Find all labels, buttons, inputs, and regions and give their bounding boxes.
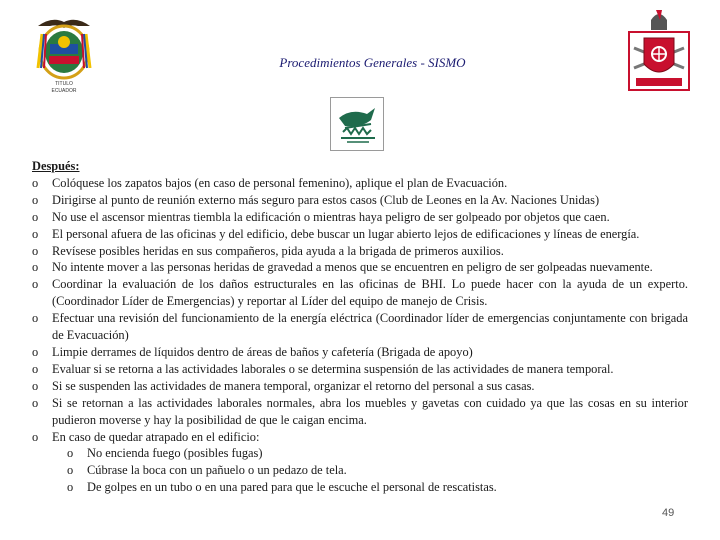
sub-list-item (52, 445, 688, 462)
bullet: o (32, 209, 39, 224)
sub-list-item-text: Cúbrase la boca con un pañuelo o un pedazo de tela. (87, 463, 347, 478)
list-item-text: Evaluar si se retorna a las actividades laborales o se determina suspensión de las actividades de manera temporal. (52, 361, 614, 376)
bullet: o (67, 463, 74, 478)
list-item (32, 243, 688, 260)
list-item-text: Dirigirse al punto de reunión externo más seguro para estos casos (Club de Leones en la Av. Naciones Unidas) (52, 192, 600, 207)
section-heading: Después: (32, 159, 80, 173)
list-item-text: Limpie derrames de líquidos dentro de áreas de baños y cafetería (Brigada de apoyo) (52, 344, 473, 359)
page-number: 49 (662, 507, 675, 519)
list-item (32, 361, 688, 378)
svg-text:ECUADOR: ECUADOR (51, 88, 77, 94)
bullet: o (67, 480, 74, 495)
earthquake-symbol-icon (331, 98, 383, 150)
list-item-text: Colóquese los zapatos bajos (en caso de personal femenino), aplique el plan de Evacuación. (52, 175, 508, 190)
bullet: o (32, 175, 39, 190)
trapped-sublist (52, 445, 688, 496)
svg-text:TITULO: TITULO (55, 81, 73, 87)
bullet: o (32, 378, 39, 393)
list-item-text: Coordinar la evaluación de los daños estructurales en las oficinas de BHI. Lo puede hacer con la ayuda de un experto. (Coordinador Líder de Emergencias) y reportar al Líder del equipo de manejo de Crisis. (52, 277, 688, 309)
bullet: o (32, 260, 39, 275)
list-item-text: Si se retornan a las actividades laborales normales, abra los muebles y gavetas con cuidado ya que las cosas en su interior pudieron moverse y hay la posibilidad de que le caigan encima. (52, 395, 688, 427)
page-title: Procedimientos Generales - SISMO (279, 55, 466, 70)
ecuador-coat-of-arms-icon (32, 14, 96, 94)
list-item (32, 259, 688, 276)
list-item (32, 310, 688, 344)
list-item (32, 378, 688, 395)
firefighter-emblem-icon (626, 8, 692, 94)
sub-list-item (52, 462, 688, 479)
list-item-text: No intente mover a las personas heridas de gravedad a menos que se encuentren en peligro de ser golpeadas nuevamente. (52, 260, 653, 275)
list-item (32, 226, 688, 243)
list-item (32, 175, 688, 192)
bullet: o (32, 192, 39, 207)
procedure-list (32, 175, 688, 496)
ecuador-coat-of-arms (32, 14, 96, 94)
list-item-text: Si se suspenden las actividades de manera temporal, organizar el retorno del personal a sus casas. (52, 378, 535, 393)
list-item-text: El personal afuera de las oficinas y del edificio, debe buscar un lugar abierto lejos de edificaciones y líneas de energía. (52, 226, 640, 241)
list-item (32, 276, 688, 310)
bullet: o (32, 395, 39, 410)
bullet: o (32, 277, 39, 292)
list-item (32, 429, 688, 497)
list-item (32, 395, 688, 429)
sub-list-item-text: De golpes en un tubo o en una pared para que le escuche el personal de rescatistas. (87, 480, 497, 495)
bullet: o (32, 429, 39, 444)
list-item-text: Revísese posibles heridas en sus compañeros, pida ayuda a la brigada de primeros auxilios. (52, 243, 504, 258)
firefighter-emblem (626, 8, 692, 94)
bullet: o (67, 446, 74, 461)
bullet: o (32, 344, 39, 359)
procedure-section (32, 158, 688, 496)
list-item-text: No use el ascensor mientras tiembla la edificación o mientras haya peligro de ser golpeado por objetos que caen. (52, 209, 610, 224)
bullet: o (32, 361, 39, 376)
bullet: o (32, 243, 39, 258)
list-item-text: En caso de quedar atrapado en el edificio: (52, 429, 260, 444)
list-item (32, 209, 688, 226)
sub-list-item-text: No encienda fuego (posibles fugas) (87, 446, 263, 461)
sub-list-item (52, 479, 688, 496)
list-item-text: Efectuar una revisión del funcionamiento de la energía eléctrica (Coordinador líder de emergencias conjuntamente con brigada de Evacuación) (52, 311, 688, 343)
earthquake-symbol (330, 97, 384, 151)
bullet: o (32, 311, 39, 326)
list-item (32, 344, 688, 361)
bullet: o (32, 226, 39, 241)
list-item (32, 192, 688, 209)
